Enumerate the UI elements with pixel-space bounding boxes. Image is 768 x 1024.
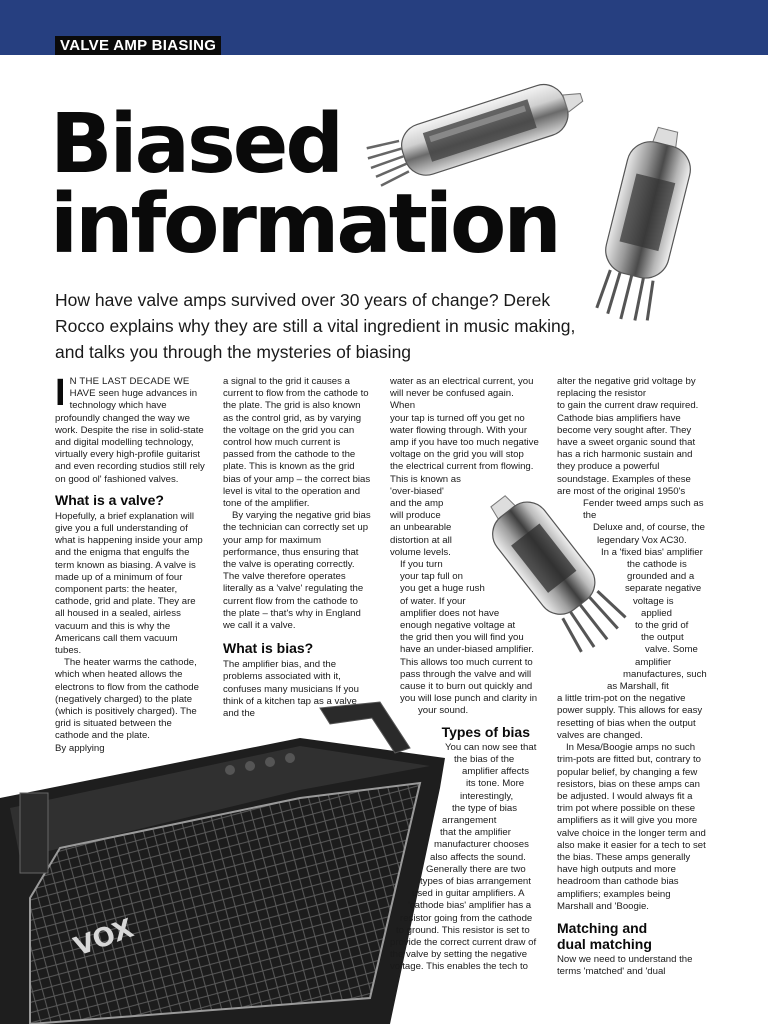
- text-line: the grid then you will find you: [400, 632, 524, 644]
- article-column-4: [557, 376, 707, 978]
- text-line: types of bias arrangement: [420, 875, 531, 887]
- headline-line-1: Biased: [50, 97, 342, 192]
- text-line: the valve by setting the negative: [390, 949, 528, 961]
- subhead-what-is-a-valve: What is a valve?: [55, 491, 164, 508]
- subhead-types-of-bias: Types of bias: [441, 723, 530, 740]
- article-column-2: [223, 376, 373, 720]
- text-line: you get a huge rush: [400, 583, 485, 595]
- body-paragraph: By applying: [55, 742, 105, 754]
- text-line: volume levels.: [390, 546, 451, 558]
- body-paragraph: [390, 376, 540, 559]
- article-column-1: [55, 372, 205, 755]
- text-line: You can now see that: [445, 741, 537, 753]
- text-line: the output: [641, 632, 684, 644]
- body-paragraph: Hopefully, a brief explanation will give you a full understanding of what is happening inside your amp and the enigma that engulfs the term known as biasing. A valve is made up of a minimum of four component parts: the heater, cathode, grid and plate. They are all housed in a sealed, airless vacuum and this is why the Americans call them vacuum tubes.: [55, 510, 203, 657]
- text-line: If you turn: [400, 559, 443, 571]
- text-line: have a sweet organic sound that: [557, 437, 696, 449]
- valve-tube-illustration-top: [355, 62, 595, 197]
- text-line: valve. Some: [645, 644, 698, 656]
- text-line: interestingly,: [460, 790, 514, 802]
- text-line: valves are changed.: [557, 729, 643, 741]
- text-line: Fender tweed amps such as the: [583, 498, 704, 522]
- text-line: Generally there are two: [426, 863, 526, 875]
- section-tag: VALVE AMP BIASING: [55, 36, 221, 55]
- text-line: has a rich harmonic sustain and: [557, 449, 693, 461]
- standfirst: How have valve amps survived over 30 years of change? Derek Rocco explains why they are still a vital ingredient in music making, and talks you through the mysteries of biasing: [55, 290, 576, 362]
- text-line: and the amp: [390, 498, 444, 510]
- lead-in-caps: N THE LAST DECADE WE HAVE: [69, 376, 190, 400]
- subhead-matching-line-1: Matching and: [557, 919, 648, 936]
- text-line: arrangement: [442, 814, 497, 826]
- text-line: grounded and a: [627, 571, 695, 583]
- body-paragraph: a signal to the grid it causes a current to flow from the cathode to the plate. The grid is also known as the control grid, as by varying the voltage on the grid you can control how much current is passed from the cathode to the plate. This is known as the grid bias of your amp – the correct bias level is vital to the operation and tone of the amplifier.: [223, 376, 371, 510]
- text-line: its tone. More: [466, 778, 525, 790]
- text-line: manufacturer chooses: [434, 839, 529, 851]
- text-line: will produce: [390, 510, 441, 522]
- text-line: the cathode is: [627, 559, 687, 571]
- article-column-3: [390, 376, 540, 974]
- valve-tube-illustration-right: [575, 122, 715, 327]
- text-line: of water. If your: [400, 595, 466, 607]
- text-line: applied: [641, 607, 672, 619]
- text-line: power supply. This allows for easy: [557, 705, 703, 717]
- body-paragraph: In Mesa/Boogie amps no such trim-pots are fitted but, contrary to popular belief, by changing a few resistors, bias on these amps can be adjusted. I would always fit a trim pot where possible on these amplifiers as it will give you more valve choice in the longer term and also make it easier for a tech to set the bias. These amps generally have high outputs and more headroom than cathode bias amplifiers; examples being Marshall and 'Boogie.: [557, 742, 706, 912]
- text-line: water as an electrical current, you: [390, 376, 534, 387]
- text-line: 'cathode bias' amplifier has a: [408, 900, 532, 912]
- text-line: manufactures, such: [623, 668, 707, 680]
- text-line: distortion at all: [390, 534, 452, 546]
- text-line: 'over-biased': [390, 485, 444, 497]
- text-line: pass through the valve and will: [400, 668, 532, 680]
- text-line: used in guitar amplifiers. A: [412, 888, 525, 900]
- text-line: as Marshall, fit: [607, 681, 669, 693]
- text-line: your tap full on: [400, 571, 463, 583]
- intro-text: seen huge advances in technology which have profoundly changed the way we work. Despite the rise in solid-state and digital modelling technology, virtually every high-profile guitarist and even recording studios still rely on good ol' fashioned valves.: [55, 388, 205, 485]
- body-paragraph: The heater warms the cathode, which when heated allows the electrons to flow from the cathode (negatively charged) to the plate (which is positively charged). The grid is situated between the cathode and the plate.: [55, 657, 199, 742]
- text-line: enough negative voltage at: [400, 620, 516, 632]
- text-line: resetting of bias when the output: [557, 717, 696, 729]
- text-line: a little trim-pot on the negative: [557, 693, 686, 705]
- text-line: amplifier affects: [462, 766, 530, 778]
- headline-line-2: information: [50, 177, 559, 272]
- text-line: legendary Vox AC30.: [597, 534, 687, 546]
- text-line: that the amplifier: [440, 827, 511, 839]
- text-line: In a 'fixed bias' amplifier: [601, 546, 703, 558]
- text-line: Deluxe and, of course, the: [593, 522, 705, 534]
- drop-cap: I: [55, 372, 66, 414]
- vox-logo: VOX: [70, 913, 138, 963]
- text-line: separate negative: [625, 583, 702, 595]
- text-line: water flowing through. With your: [390, 424, 528, 436]
- text-line: resistor going from the cathode: [400, 912, 533, 924]
- text-line: replacing the resistor: [557, 388, 647, 400]
- text-line: the bias of the: [454, 753, 515, 765]
- subhead-what-is-bias: What is bias?: [223, 640, 314, 657]
- body-paragraph: The amplifier bias, and the problems associated with it, confuses many musicians If you think of a kitchen tap as a valve and the: [223, 659, 359, 720]
- text-line: they produce a powerful: [557, 461, 660, 473]
- body-paragraph: [390, 742, 540, 974]
- text-line: to ground. This resistor is set to: [396, 924, 530, 936]
- text-line: you will lose punch and clarity in: [400, 693, 538, 705]
- text-line: Cathode bias amplifiers have: [557, 412, 681, 424]
- text-line: alter the negative grid voltage by: [557, 376, 696, 387]
- text-line: are most of the original 1950's: [557, 485, 686, 497]
- text-line: This allows too much current to: [400, 656, 533, 668]
- text-line: also affects the sound.: [430, 851, 526, 863]
- intro-paragraph: [55, 372, 205, 486]
- text-line: to gain the current draw required.: [557, 400, 699, 412]
- text-line: This is known as: [390, 473, 461, 485]
- body-paragraph: Now we need to understand the terms 'matched' and 'dual: [557, 953, 693, 978]
- text-line: your sound.: [418, 705, 469, 717]
- text-line: become very sought after. They: [557, 424, 692, 436]
- text-line: an unbearable: [390, 522, 452, 534]
- text-line: voltage on the grid you will stop: [390, 449, 524, 461]
- body-paragraph: [557, 376, 707, 742]
- body-paragraph: [400, 559, 540, 718]
- subhead-matching: [557, 920, 707, 952]
- text-line: your tap is turned off you get no: [390, 412, 525, 424]
- text-line: will never be confused again. When: [390, 388, 514, 412]
- text-line: voltage. This enables the tech to: [390, 961, 528, 973]
- subhead-matching-line-2: dual matching: [557, 935, 652, 952]
- text-line: have an under-biased amplifier.: [400, 644, 534, 656]
- text-line: the type of bias: [452, 802, 518, 814]
- text-line: the electrical current from flowing.: [390, 461, 534, 473]
- text-line: cause it to burn out quickly and: [400, 681, 533, 693]
- text-line: amplifier does not have: [400, 607, 500, 619]
- text-line: amp if you have too much negative: [390, 437, 539, 449]
- text-line: to the grid of: [635, 620, 689, 632]
- text-line: provide the correct current draw of: [390, 936, 537, 948]
- text-line: voltage is: [633, 595, 674, 607]
- text-line: amplifier: [635, 656, 672, 668]
- body-paragraph: By varying the negative grid bias the technician can correctly set up your amp for maximum performance, thus ensuring that the valve is operating correctly. The valve therefore operates literally as a 'valve' regulating the current flow from the cathode to the plate – that's why in England we call it a valve.: [223, 510, 371, 632]
- text-line: soundstage. Examples of these: [557, 473, 691, 485]
